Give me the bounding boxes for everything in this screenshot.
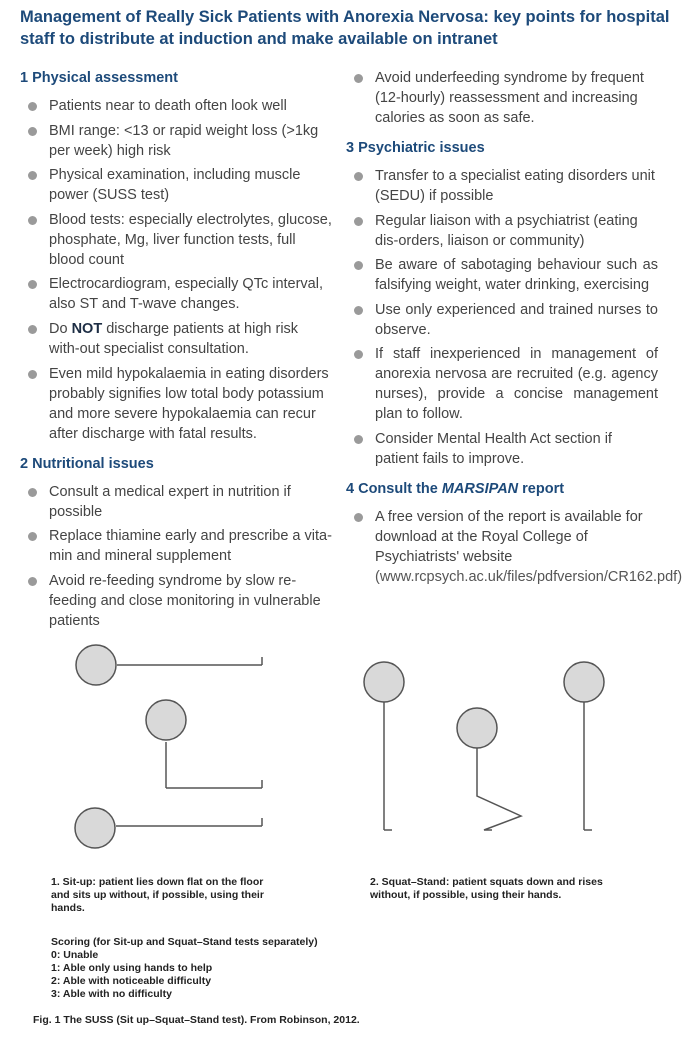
bullet-icon xyxy=(28,216,37,225)
list-item: Use only experienced and trained nurses to observe. xyxy=(346,300,658,340)
sit-up-caption: 1. Sit-up: patient lies down flat on the floor and sits up without, if possible, using their hands. xyxy=(51,876,264,914)
bullet-icon xyxy=(28,488,37,497)
list-item: If staff inexperienced in management of anorexia nervosa are recruited (e.g. agency nurses), provide a concise management plan to follow. xyxy=(346,344,658,424)
marsipan-list xyxy=(346,507,683,587)
bullet-icon xyxy=(28,325,37,334)
emphasis-not: NOT xyxy=(71,320,103,337)
bullet-icon xyxy=(354,435,363,444)
stand-head-2 xyxy=(564,662,604,702)
bullet-icon xyxy=(354,217,363,226)
list-item: Consult a medical expert in nutrition if possible xyxy=(20,482,332,522)
bullet-icon xyxy=(28,532,37,541)
list-item: BMI range: <13 or rapid weight loss (>1kg per week) high risk xyxy=(20,121,332,161)
bullet-icon xyxy=(354,261,363,270)
list-item: Transfer to a specialist eating disorders unit (SEDU) if possible xyxy=(346,166,658,206)
list-item: A free version of the report is available for download at the Royal College of Psychiatrists' website (www.rcpsych.ac.uk/files/pdfversion/CR162.pdf) xyxy=(346,507,658,587)
bullet-icon xyxy=(28,102,37,111)
bullet-icon xyxy=(354,74,363,83)
list-item: Even mild hypokalaemia in eating disorders probably signifies low total body potassium and more severe hypokalaemia can recur after discharge with fatal results. xyxy=(20,364,332,444)
bullet-icon xyxy=(28,127,37,136)
bullet-icon xyxy=(28,171,37,180)
sit-up-head-2 xyxy=(146,700,186,740)
nutritional-issues-list xyxy=(20,482,332,631)
psychiatric-issues-list xyxy=(346,166,658,469)
sit-up-head-1 xyxy=(76,645,116,685)
page-title: Management of Really Sick Patients with Anorexia Nervosa: key points for hospital staff to distribute at induction and make available on intranet xyxy=(20,8,670,48)
list-item: Be aware of sabotaging behaviour such as falsifying weight, water drinking, exercising xyxy=(346,255,658,295)
bullet-icon xyxy=(28,370,37,379)
list-item: Patients near to death often look well xyxy=(20,96,332,116)
list-item: Physical examination, including muscle power (SUSS test) xyxy=(20,165,332,205)
bullet-icon xyxy=(28,577,37,586)
physical-assessment-list xyxy=(20,96,332,444)
bullet-icon xyxy=(354,172,363,181)
list-item: Regular liaison with a psychiatrist (eating dis-orders, liaison or community) xyxy=(346,211,658,251)
section-heading-physical: 1 Physical assessment xyxy=(20,70,178,86)
list-item: Avoid re-feeding syndrome by slow re-feeding and close monitoring in vulnerable patients xyxy=(20,571,332,631)
bullet-icon xyxy=(354,306,363,315)
squat-head xyxy=(457,708,497,748)
nutritional-issues-list-continued xyxy=(346,68,658,128)
stand-head-1 xyxy=(364,662,404,702)
squat-stand-diagram xyxy=(364,662,604,830)
squat-stand-caption: 2. Squat–Stand: patient squats down and rises without, if possible, using their hands. xyxy=(370,876,603,901)
figure-caption: Fig. 1 The SUSS (Sit up–Squat–Stand test). From Robinson, 2012. xyxy=(33,1014,360,1026)
list-item: Consider Mental Health Act section if patient fails to improve. xyxy=(346,429,658,469)
bullet-icon xyxy=(354,513,363,522)
section-heading-nutritional: 2 Nutritional issues xyxy=(20,455,154,472)
section-heading-psychiatric: 3 Psychiatric issues xyxy=(346,140,485,156)
sit-up-head-3 xyxy=(75,808,115,848)
list-item: Replace thiamine early and prescribe a vita-min and mineral supplement xyxy=(20,526,332,566)
report-link[interactable]: (www.rcpsych.ac.uk/files/pdfversion/CR162.pdf) xyxy=(375,568,683,585)
section-heading-marsipan: 4 Consult the MARSIPAN report xyxy=(346,480,565,497)
left-column xyxy=(20,68,332,641)
list-item: Do NOT discharge patients at high risk with-out specialist consultation. xyxy=(20,319,332,359)
bullet-icon xyxy=(354,350,363,359)
list-item: Blood tests: especially electrolytes, glucose, phosphate, Mg, liver function tests, full blood count xyxy=(20,210,332,270)
squat-body xyxy=(477,748,521,830)
bullet-icon xyxy=(28,280,37,289)
list-item: Avoid underfeeding syndrome by frequent (12-hourly) reassessment and increasing calories as soon as safe. xyxy=(346,68,658,128)
sit-up-diagram xyxy=(75,645,262,848)
right-column xyxy=(346,68,683,597)
list-item: Electrocardiogram, especially QTc interval, also ST and T-wave changes. xyxy=(20,274,332,314)
scoring-legend: Scoring (for Sit-up and Squat–Stand tests separately) 0: Unable 1: Able only using hands to help 2: Able with noticeable difficulty 3: Able with no difficulty xyxy=(51,936,318,1000)
